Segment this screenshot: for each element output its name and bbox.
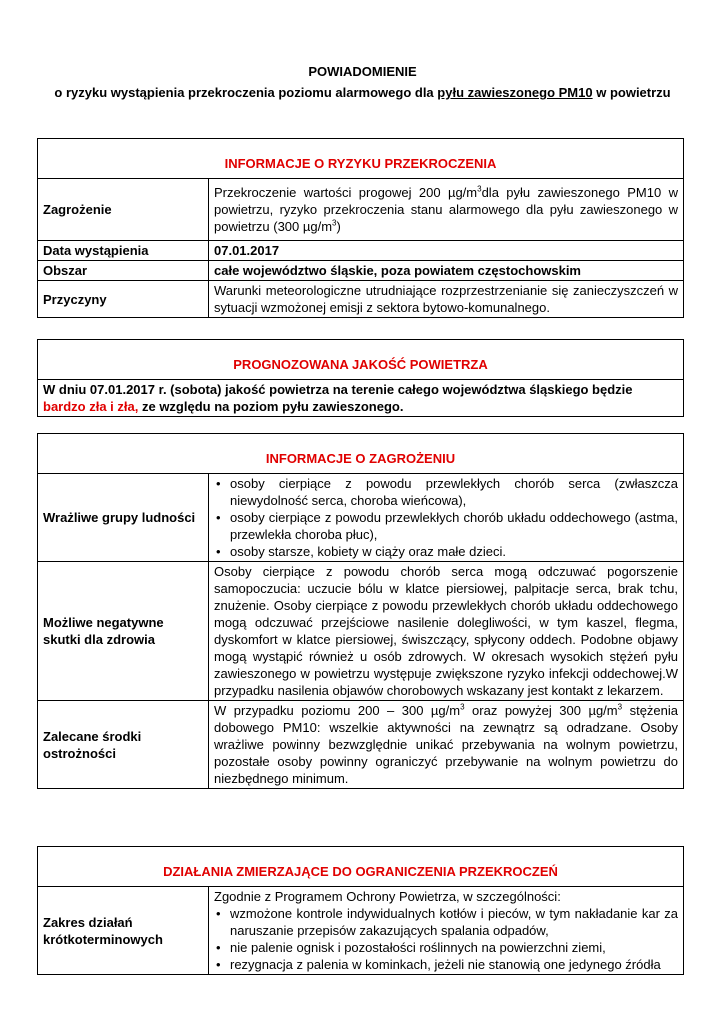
risk-table (37, 138, 684, 318)
effects-value: Osoby cierpiące z powodu chorób serca mogą odczuwać pogorszenie samopoczucia: uczucie bólu w klatce piersiowej, palpitacje serca, brak tchu, znużenie. Osoby cierpiące z powodu przewlekłych chorób układu oddechowego mogą odczuwać przejściowe nasilenie dolegliwości, w tym kaszel, flegma, dyskomfort w klatce piersiowej, świszczący, spłycony oddech. Podobne objawy mogą wystąpić również u osób zdrowych. W okresach wysokich stężeń pyłu zawieszonego w powietrzu występuje zwiększone ryzyko infekcji oddechowej.W przypadku nasilenia objawów chorobowych wskazany jest kontakt z lekarzem. (209, 562, 684, 701)
groups-list (214, 475, 678, 560)
list-item: • rezygnacja z palenia w kominkach, jeżeli nie stanowią one jedynego źródła (230, 956, 678, 973)
measures-value (209, 701, 684, 789)
scope-intro: Zgodnie z Programem Ochrony Powietrza, w szczególności: (214, 889, 561, 904)
measures-text-1: W przypadku poziomu 200 – 300 µg/m (214, 703, 461, 718)
causes-value: Warunki meteorologiczne utrudniające rozprzestrzenianie się zanieczyszczeń w sytuacji wzmożonej emisji z sektora bytowo-komunalnego. (209, 281, 684, 318)
actions-list (214, 905, 678, 973)
causes-label: Przyczyny (38, 281, 209, 318)
measures-text-2: oraz powyżej 300 µg/m (464, 703, 618, 718)
groups-label: Wrażliwe grupy ludności (38, 474, 209, 562)
measures-sup-1: 3 (460, 702, 465, 712)
forecast-text (38, 380, 684, 417)
list-item: • osoby cierpiące z powodu przewlekłych chorób układu oddechowego (astma, przewlekła choroba płuc), (230, 509, 678, 543)
date-label: Data wystąpienia (38, 241, 209, 261)
scope-label: Zakres działań krótkoterminowych (38, 887, 209, 975)
measures-label: Zalecane środki ostrożności (38, 701, 209, 789)
forecast-heading: PROGNOZOWANA JAKOŚĆ POWIETRZA (38, 340, 684, 380)
hazard-table (37, 433, 684, 789)
threat-sup-1: 3 (477, 184, 482, 194)
measures-sup-2: 3 (617, 702, 623, 712)
document-title: POWIADOMIENIE (308, 64, 417, 79)
threat-value (209, 179, 684, 241)
threat-text-1: Przekroczenie wartości progowej 200 µg/m (214, 185, 478, 200)
list-item: • osoby starsze, kobiety w ciąży oraz małe dzieci. (230, 543, 678, 560)
list-item: • osoby cierpiące z powodu przewlekłych chorób serca (zwłaszcza niewydolność serca, choroba wieńcowa), (230, 475, 678, 509)
document-subtitle (0, 85, 725, 100)
forecast-text-post: ze względu na poziom pyłu zawieszonego. (138, 399, 404, 414)
groups-value (209, 474, 684, 562)
effects-label: Możliwe negatywne skutki dla zdrowia (38, 562, 209, 701)
list-item: • nie palenie ognisk i pozostałości roślinnych na powierzchni ziemi, (230, 939, 678, 956)
actions-heading: DZIAŁANIA ZMIERZAJĄCE DO OGRANICZENIA PRZEKROCZEŃ (38, 847, 684, 887)
forecast-table (37, 339, 684, 417)
subtitle-pre: o ryzyku wystąpienia przekroczenia poziomu alarmowego dla (54, 85, 438, 100)
actions-table (37, 846, 684, 975)
threat-text-2: dla pyłu zawieszonego PM10 w powietrzu, ryzyko przekroczenia stanu alarmowego dla pyłu zawieszonego w powietrzu (300 µg/m (214, 185, 678, 234)
threat-sup-2: 3 (332, 218, 337, 228)
area-value: całe województwo śląskie, poza powiatem częstochowskim (209, 261, 684, 281)
hazard-heading: INFORMACJE O ZAGROŻENIU (38, 434, 684, 474)
subtitle-pollutant: pyłu zawieszonego PM10 (437, 85, 593, 100)
area-label: Obszar (38, 261, 209, 281)
measures-text-3: stężenia dobowego PM10: wszelkie aktywności na zewnątrz są odradzane. Osoby wrażliwe powinny bezwzględnie unikać przebywania na wolnym powietrzu, pozostałe osoby powinny ograniczyć przebywanie na wolnym powietrzu do niezbędnego minimum. (214, 703, 679, 786)
threat-text-3: ) (336, 219, 341, 234)
forecast-text-pre: W dniu 07.01.2017 r. (sobota) jakość powietrza na terenie całego województwa śląskiego będzie (43, 382, 633, 397)
forecast-quality: bardzo zła i zła, (43, 399, 139, 414)
risk-heading: INFORMACJE O RYZYKU PRZEKROCZENIA (38, 139, 684, 179)
list-item: • wzmożone kontrole indywidualnych kotłów i pieców, w tym nakładanie kar za naruszanie przepisów zakazujących spalania odpadów, (230, 905, 678, 939)
subtitle-post: w powietrzu (592, 85, 671, 100)
scope-value (209, 887, 684, 975)
date-value: 07.01.2017 (209, 241, 684, 261)
threat-label: Zagrożenie (38, 179, 209, 241)
